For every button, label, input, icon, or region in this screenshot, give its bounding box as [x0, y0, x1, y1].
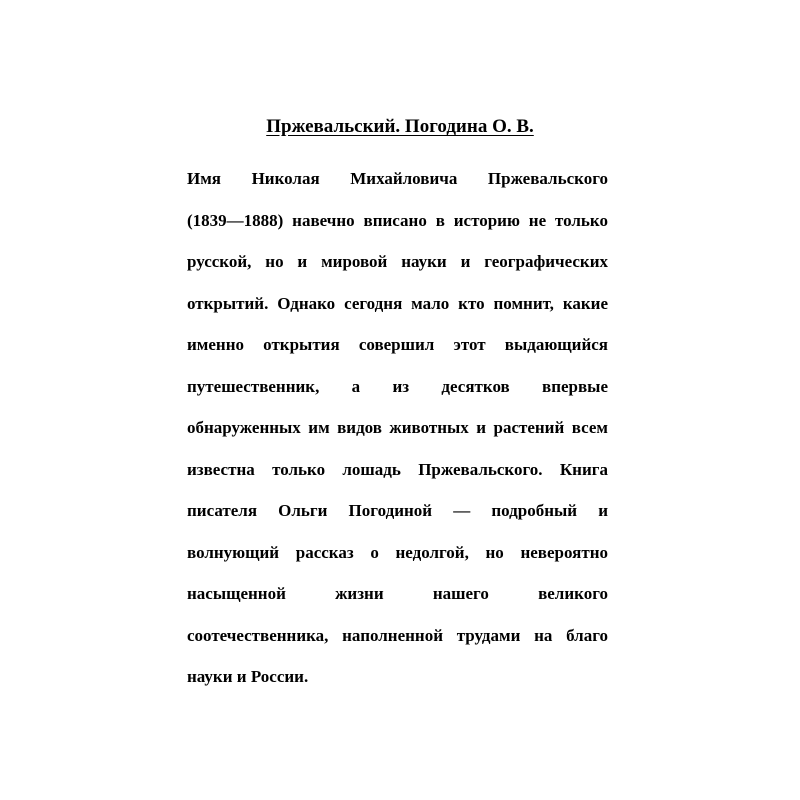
- body-line: писателя Ольги Погодиной — подробный и: [187, 501, 608, 520]
- body-line: волнующий рассказ о недолгой, но невероятно: [187, 542, 608, 562]
- body-line: (1839—1888) навечно вписано в историю не только: [187, 210, 608, 230]
- body-line-last: науки и России.: [187, 667, 309, 686]
- body-line: путешественник, а из десятков впервые: [187, 376, 608, 396]
- body-line: соотечественника, наполненной трудами на благо: [187, 625, 608, 645]
- body-line: именно открытия совершил этот выдающийся: [187, 335, 608, 354]
- body-line: открытий. Однако сегодня мало кто помнит, какие: [187, 293, 608, 313]
- body-line: русской, но и мировой науки и географических: [187, 252, 608, 271]
- document-title: Пржевальский. Погодина О. В.: [266, 116, 534, 137]
- body-line: известна только лошадь Пржевальского. Книга: [187, 459, 608, 479]
- document-body: [187, 161, 608, 701]
- body-line: Имя Николая Михайловича Пржевальского: [187, 169, 608, 188]
- body-line: насыщенной жизни нашего великого: [187, 584, 608, 603]
- body-line: обнаруженных им видов животных и растений всем: [187, 418, 608, 437]
